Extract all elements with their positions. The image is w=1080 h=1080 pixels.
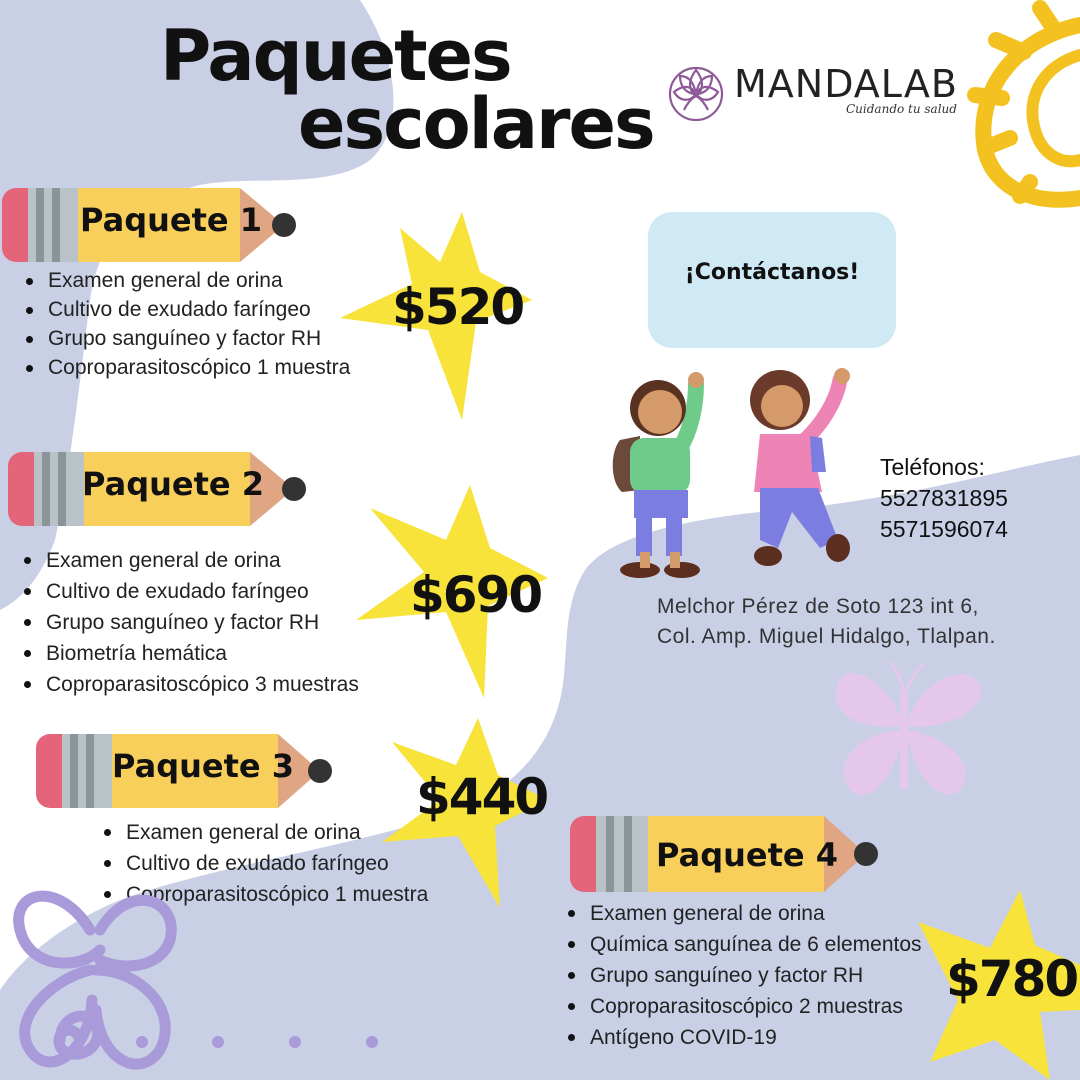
list-item: Cultivo de exudado faríngeo [20,576,359,607]
list-item: Química sanguínea de 6 elementos [564,929,922,960]
address-block [657,592,996,652]
package-4-price: $780 [946,950,1078,1008]
package-1-label: Paquete 1 [80,201,262,239]
contact-title: ¡Contáctanos! [684,260,860,285]
package-3-label: Paquete 3 [112,747,294,785]
list-item: Antígeno COVID-19 [564,1022,922,1053]
phones-label: Teléfonos: [880,454,985,480]
package-3-price: $440 [416,768,548,826]
package-2-label: Paquete 2 [82,465,264,503]
package-4-label: Paquete 4 [656,836,838,874]
boy-figure [613,372,704,578]
kids-illustration [600,362,880,582]
list-item: Grupo sanguíneo y factor RH [22,324,350,353]
list-item: Biometría hemática [20,638,359,669]
list-item: Coproparasitoscópico 3 muestras [20,669,359,700]
package-2-header [8,450,308,526]
address-line: Melchor Pérez de Soto 123 int 6, [657,595,979,618]
list-item: Cultivo de exudado faríngeo [22,295,350,324]
brand-tagline: Cuidando tu salud [846,102,957,116]
phone-number[interactable]: 5527831895 [880,485,1008,511]
package-2-price: $690 [410,566,542,624]
contact-box [648,212,896,348]
girl-figure [750,368,850,566]
list-item: Examen general de orina [20,545,359,576]
title-line-1: Paquetes [160,15,511,97]
package-2-tests [20,545,359,700]
title-line-2: escolares [298,83,654,165]
package-1-tests [22,266,350,382]
list-item: Examen general de orina [564,898,922,929]
flower-doodle-icon [0,860,400,1080]
list-item: Coproparasitoscópico 2 muestras [564,991,922,1022]
brand-name: MANDALAB [734,62,958,106]
phones-block [880,452,1008,545]
package-1-price: $520 [392,278,524,336]
list-item: Grupo sanguíneo y factor RH [20,607,359,638]
address-line: Col. Amp. Miguel Hidalgo, Tlalpan. [657,625,996,648]
phone-number[interactable]: 5571596074 [880,516,1008,542]
butterfly-icon [820,650,990,810]
list-item: Coproparasitoscópico 1 muestra [100,879,428,910]
list-item: Examen general de orina [100,817,428,848]
package-4-tests [564,898,922,1053]
list-item: Examen general de orina [22,266,350,295]
list-item: Grupo sanguíneo y factor RH [564,960,922,991]
list-item: Cultivo de exudado faríngeo [100,848,428,879]
package-3-header [36,732,336,808]
list-item: Coproparasitoscópico 1 muestra [22,353,350,382]
package-1-header [2,186,298,262]
package-4-header [570,814,880,890]
